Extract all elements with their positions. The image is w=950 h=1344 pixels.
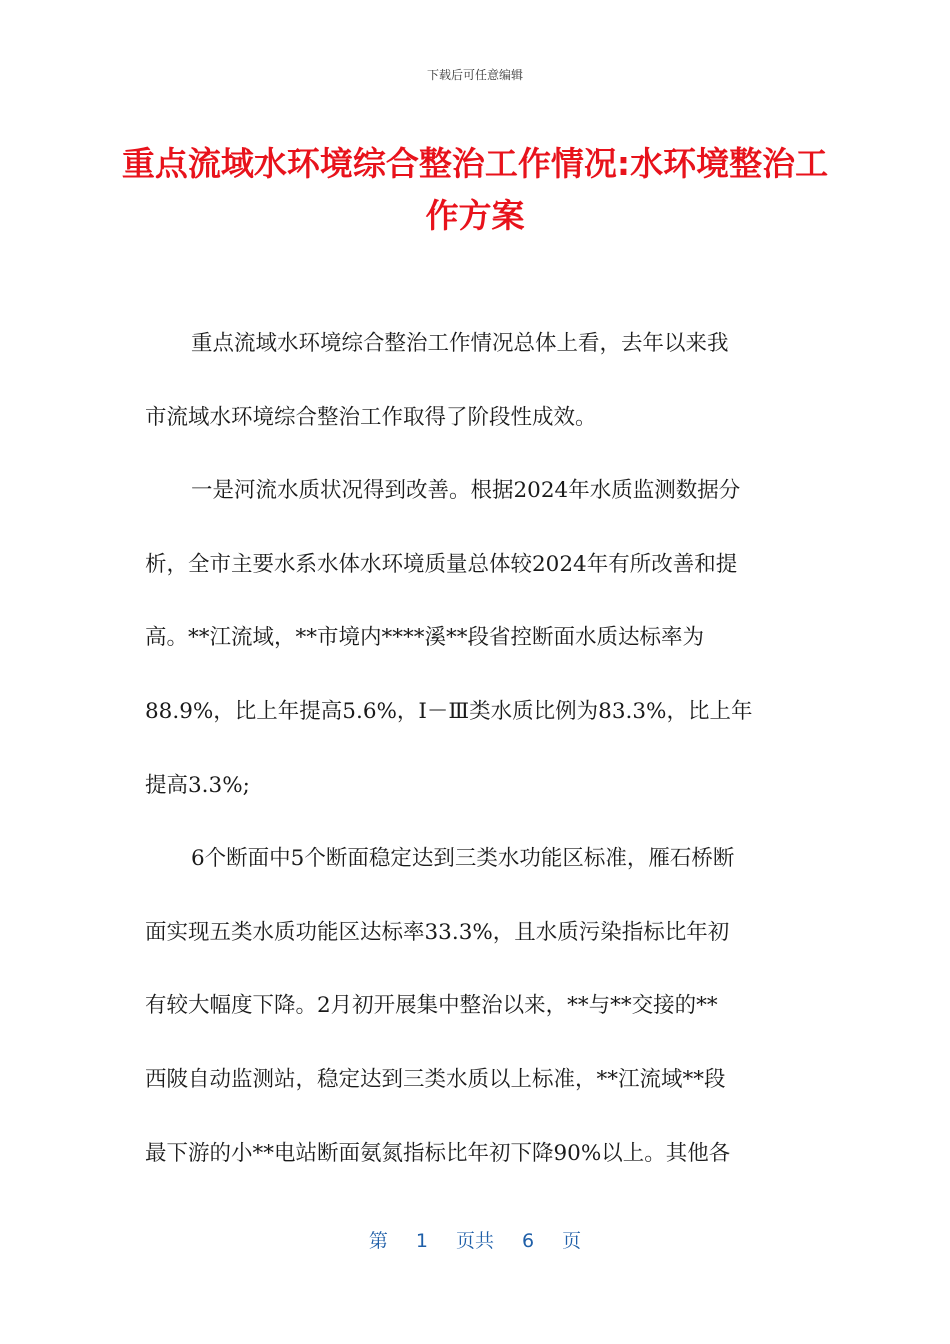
paragraph-2-line-3: 高。**江流域，**市境内****溪**段省控断面水质达标率为 xyxy=(145,625,705,651)
page-number-current: 1 xyxy=(415,1230,428,1252)
page-number-total: 6 xyxy=(522,1230,535,1252)
paragraph-1-line-1: 重点流域水环境综合整治工作情况总体上看，去年以来我 xyxy=(191,331,729,356)
paragraph-3-line-5: 最下游的小**电站断面氨氮指标比年初下降90%以上。其他各 xyxy=(145,1140,731,1166)
paragraph-2-line-2: 析，全市主要水系水体水环境质量总体较2024年有所改善和提 xyxy=(145,551,738,577)
paragraph-3-line-4: 西陂自动监测站，稳定达到三类水质以上标准，**江流域**段 xyxy=(145,1066,726,1092)
paragraph-3-line-3: 有较大幅度下降。2月初开展集中整治以来，**与**交接的** xyxy=(145,993,718,1019)
paragraph-3-line-2: 面实现五类水质功能区达标率33.3%，且水质污染指标比年初 xyxy=(145,919,730,945)
paragraph-3-line-1: 6个断面中5个断面稳定达到三类水功能区标准，雁石桥断 xyxy=(191,846,735,872)
paragraph-2-line-5: 提高3.3%; xyxy=(145,772,250,798)
page-footer-middle: 页共 xyxy=(455,1230,494,1252)
paragraph-2-line-1: 一是河流水质状况得到改善。根据2024年水质监测数据分 xyxy=(191,478,741,504)
page-footer-prefix: 第 xyxy=(368,1230,388,1252)
page-footer-suffix: 页 xyxy=(562,1230,582,1252)
page-footer xyxy=(0,1226,950,1253)
document-body xyxy=(145,318,805,1201)
document-title: 重点流域水环境综合整治工作情况:水环境整治工作方案 xyxy=(121,144,829,235)
paragraph-2-line-4: 88.9%，比上年提高5.6%，Ⅰ－Ⅲ类水质比例为83.3%，比上年 xyxy=(145,698,753,724)
header-note: 下载后可任意编辑 xyxy=(426,68,523,82)
paragraph-1-line-2: 市流域水环境综合整治工作取得了阶段性成效。 xyxy=(145,404,597,430)
